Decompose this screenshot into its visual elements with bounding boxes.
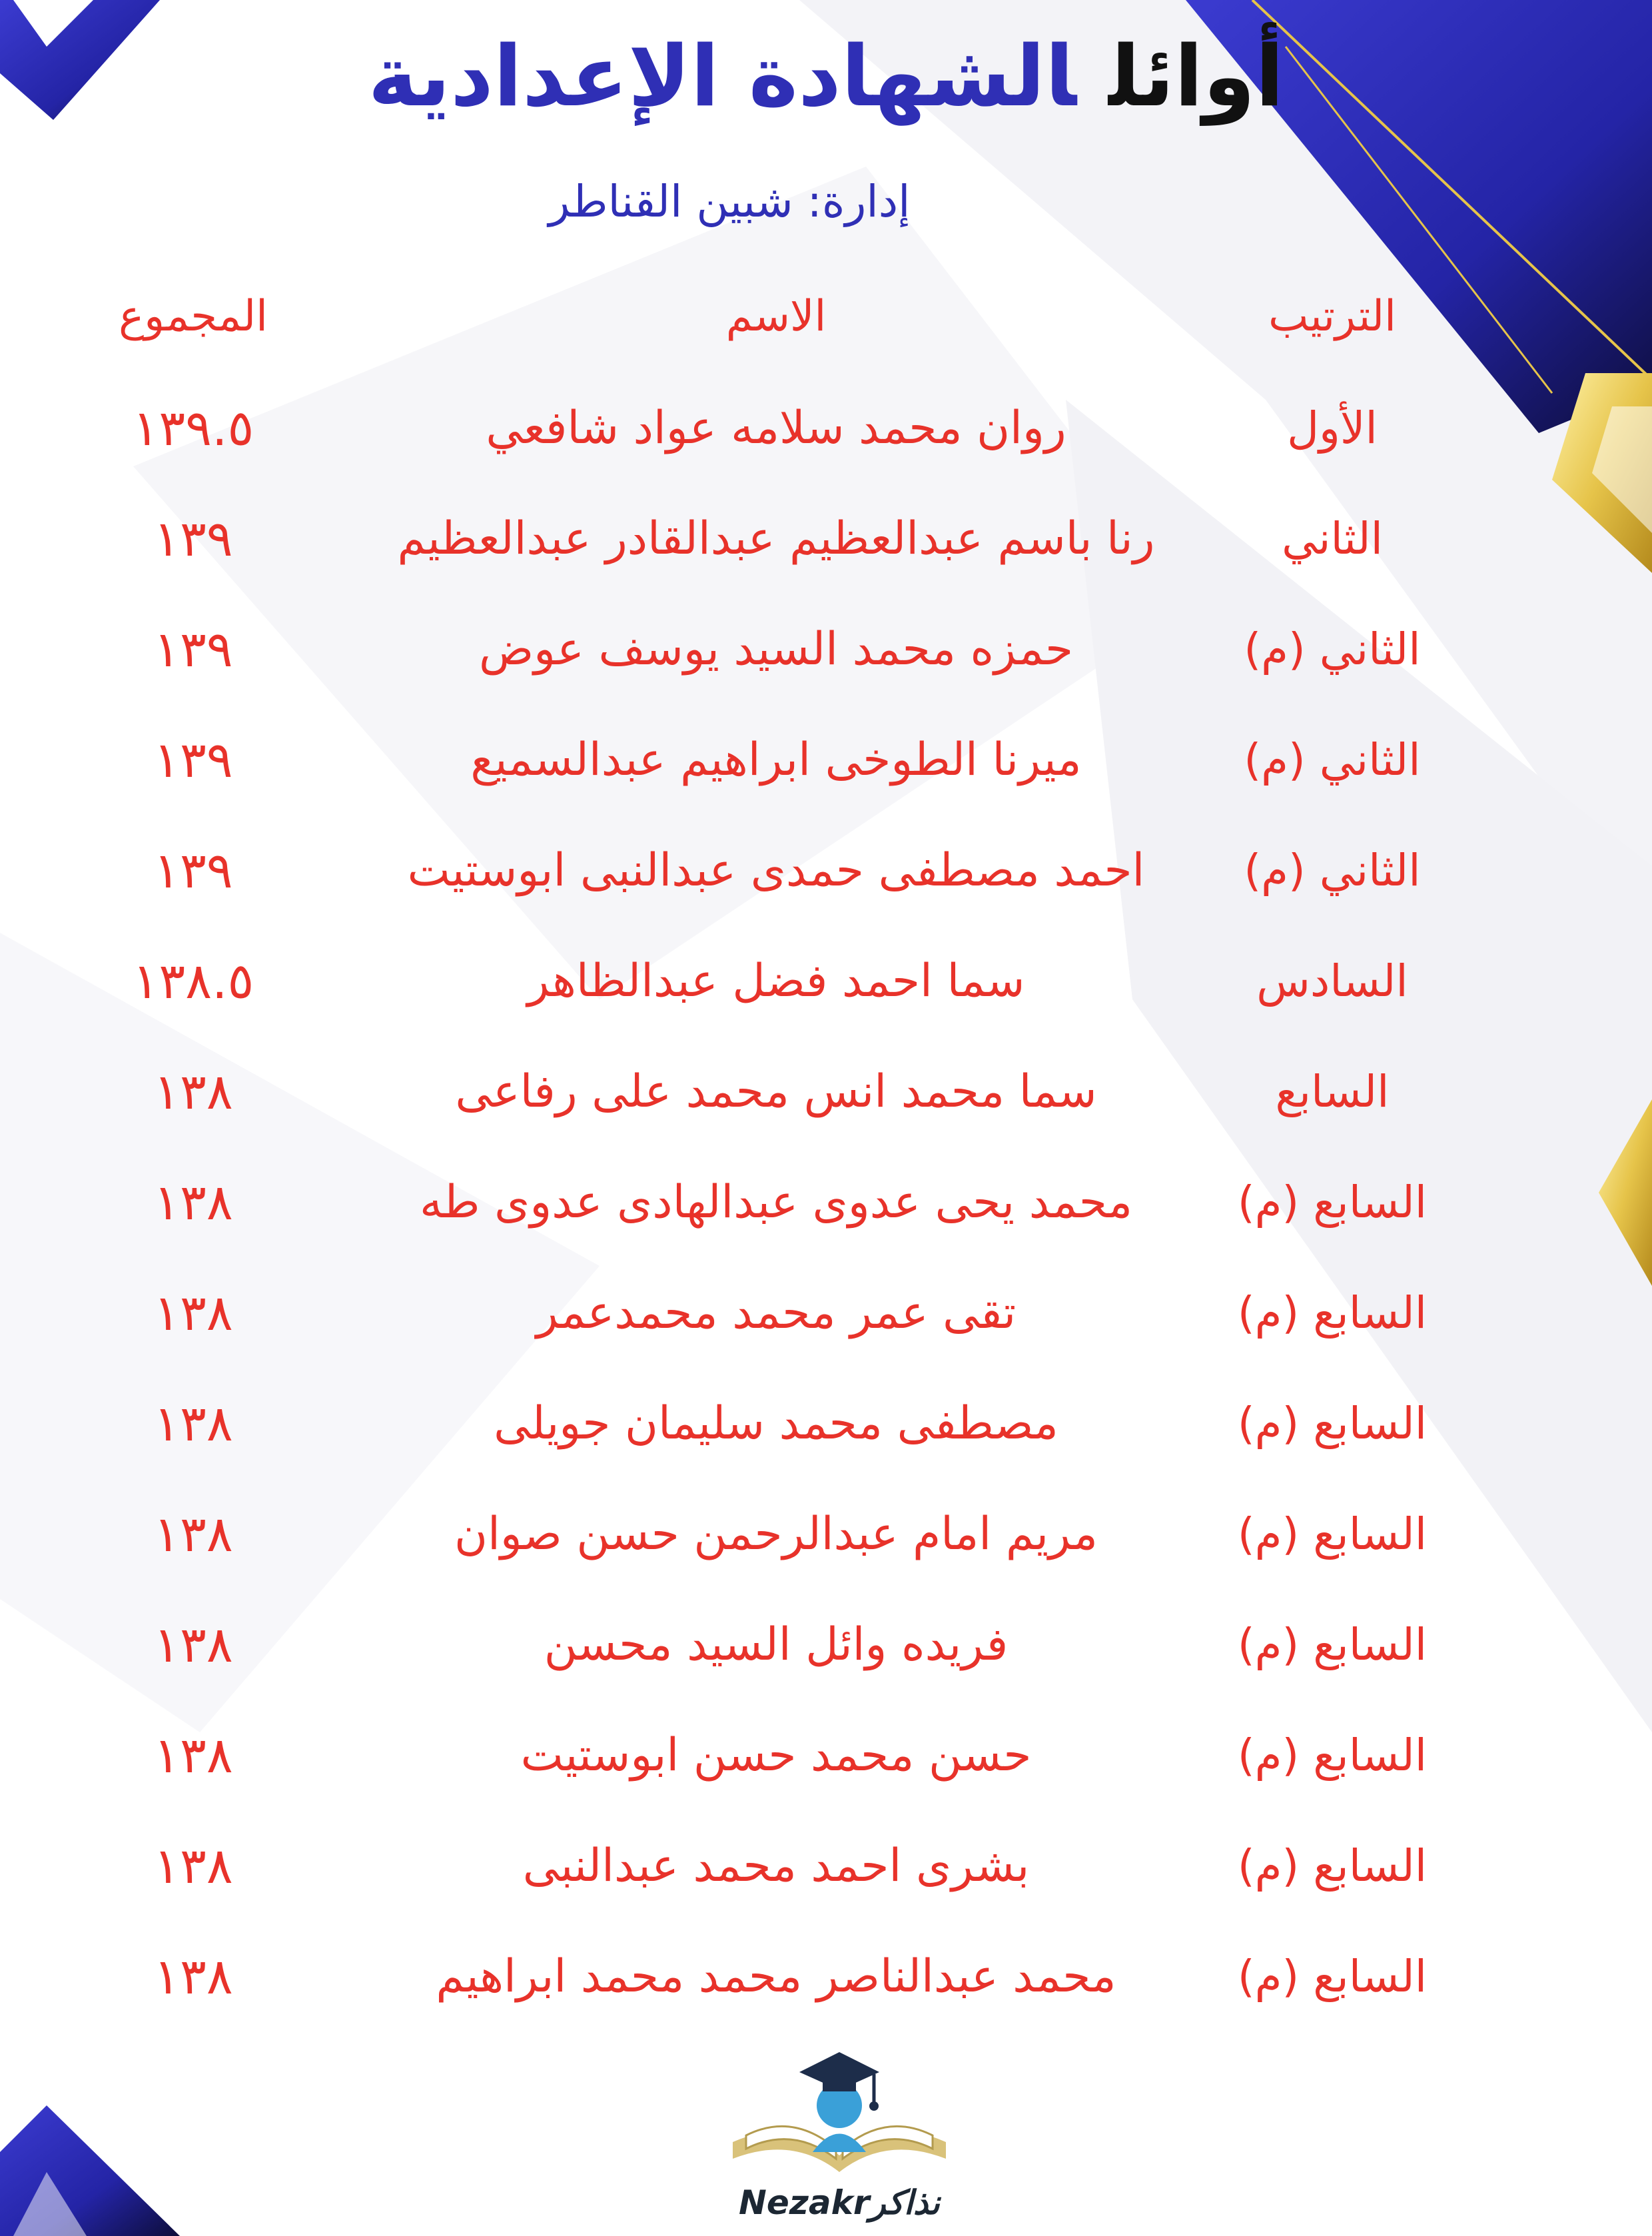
- total-cell: ١٣٨: [153, 1727, 233, 1784]
- rank-cell: السابع (م): [1237, 1619, 1428, 1670]
- name-cell: بشرى احمد محمد عبدالنبى: [522, 1840, 1030, 1892]
- name-cell: سما محمد انس محمد على رفاعى: [455, 1065, 1097, 1118]
- page-title: [0, 20, 1652, 133]
- total-cell: ١٣٩.٥: [132, 400, 254, 457]
- title-word-second: الشهادة الإعدادية: [368, 27, 1077, 125]
- rank-cell: الثاني (م): [1244, 624, 1421, 675]
- rank-cell: الأول: [1287, 402, 1378, 454]
- table-row: [0, 1258, 1652, 1369]
- table-row: [0, 1811, 1652, 1922]
- total-cell: ١٣٨: [153, 1616, 233, 1674]
- total-cell: ١٣٩: [153, 732, 233, 789]
- rank-cell: الثاني (م): [1244, 845, 1421, 896]
- name-cell: مصطفى محمد سليمان جويلى: [494, 1397, 1058, 1450]
- name-cell: حسن محمد حسن ابوستيت: [520, 1729, 1032, 1782]
- name-cell: حمزه محمد السيد يوسف عوض: [478, 623, 1074, 676]
- total-cell: ١٣٨: [153, 1063, 233, 1121]
- rank-cell: الثاني: [1282, 513, 1383, 564]
- rank-cell: السابع (م): [1237, 1177, 1428, 1228]
- title-word-first: أوائل: [1108, 27, 1284, 125]
- table-row: [0, 1590, 1652, 1700]
- rank-cell: السابع (م): [1237, 1287, 1428, 1339]
- name-cell: سما احمد فضل عبدالظاهر: [527, 955, 1025, 1007]
- total-cell: ١٣٨: [153, 1395, 233, 1452]
- total-cell: ١٣٩: [153, 510, 233, 568]
- table-row: [0, 373, 1652, 484]
- rank-cell: السادس: [1256, 955, 1408, 1007]
- total-cell: ١٣٨: [153, 1285, 233, 1342]
- name-cell: مريم امام عبدالرحمن حسن صوان: [454, 1508, 1098, 1560]
- rank-cell: الثاني (م): [1244, 734, 1421, 786]
- name-cell: تقى عمر محمد محمدعمر: [536, 1287, 1017, 1339]
- header-rank: الترتيب: [1268, 292, 1396, 341]
- results-table: [0, 373, 1652, 2025]
- name-cell: محمد يحى عدوى عبدالهادى عدوى طه: [419, 1176, 1133, 1229]
- graduate-open-book-icon: [719, 2042, 959, 2189]
- rank-cell: السابع: [1275, 1066, 1390, 1117]
- total-cell: ١٣٨: [153, 1174, 233, 1231]
- name-cell: احمد مصطفى حمدى عبدالنبى ابوستيت: [407, 844, 1145, 897]
- name-cell: روان محمد سلامه عواد شافعي: [486, 402, 1066, 454]
- table-row: [0, 1037, 1652, 1147]
- total-cell: ١٣٨: [153, 1506, 233, 1563]
- rank-cell: السابع (م): [1237, 1951, 1428, 2002]
- table-row: [0, 926, 1652, 1037]
- table-row: [0, 1479, 1652, 1590]
- table-row: [0, 1700, 1652, 1811]
- header-total: المجموع: [119, 292, 268, 341]
- rank-cell: السابع (م): [1237, 1840, 1428, 1892]
- table-row: [0, 1147, 1652, 1258]
- table-row: [0, 484, 1652, 594]
- total-cell: ١٣٩: [153, 621, 233, 678]
- site-logo: [719, 2042, 959, 2229]
- table-row: [0, 1922, 1652, 2032]
- rank-cell: السابع (م): [1237, 1730, 1428, 1781]
- table-row: [0, 705, 1652, 816]
- table-row: [0, 816, 1652, 926]
- total-cell: ١٣٨: [153, 1948, 233, 2005]
- table-row: [0, 594, 1652, 705]
- rank-cell: السابع (م): [1237, 1508, 1428, 1560]
- name-cell: ميرنا الطوخى ابراهيم عبدالسميع: [470, 734, 1082, 786]
- total-cell: ١٣٩: [153, 842, 233, 899]
- logo-text: Nezakrنذاكر: [739, 2183, 940, 2222]
- total-cell: ١٣٨.٥: [132, 953, 254, 1010]
- name-cell: رنا باسم عبدالعظيم عبدالقادر عبدالعظيم: [397, 512, 1155, 565]
- header-name: الاسم: [725, 292, 827, 341]
- name-cell: محمد عبدالناصر محمد محمد ابراهيم: [436, 1950, 1116, 2003]
- administration-subtitle: إدارة: شبين القناطر: [548, 176, 911, 227]
- table-row: [0, 1369, 1652, 1479]
- total-cell: ١٣٨: [153, 1838, 233, 1895]
- rank-cell: السابع (م): [1237, 1398, 1428, 1449]
- name-cell: فريده وائل السيد محسن: [544, 1618, 1009, 1671]
